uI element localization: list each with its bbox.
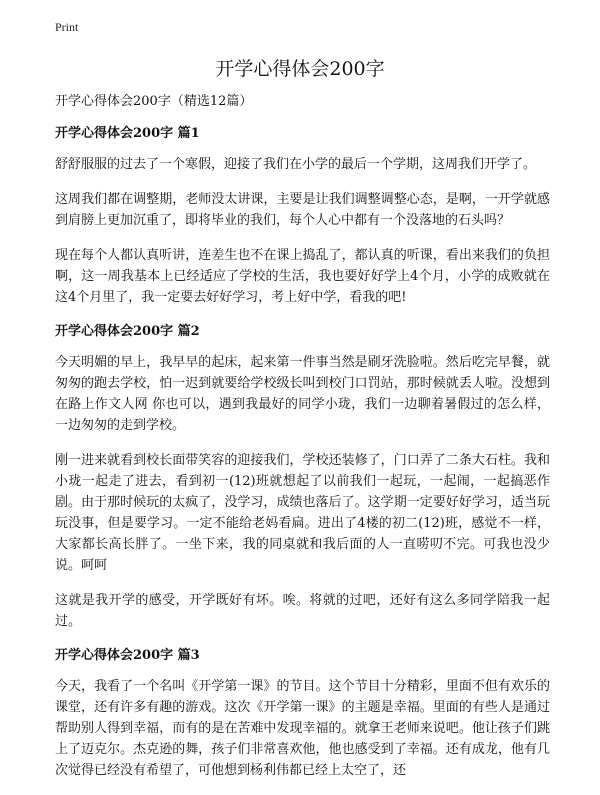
section-heading: 开学心得体会200字 篇1 — [55, 126, 200, 141]
paragraph: 舒舒服服的过去了一个寒假，迎接了我们在小学的最后一个学期，这周我们开学了。 — [55, 157, 537, 172]
paragraph: 今天，我看了一个名叫《开学第一课》的节目。这个节目十分精彩，里面不但有欢乐的课堂，还有许多有趣的游戏。这次《开学第一课》的主题是幸福。里面的有些人是通过帮助别人得到幸福，而有的是在苦难中发现幸福的。就拿王老师来说吧。他让孩子们跳上了迈克尔。杰克逊的舞，孩子们非常喜欢他，他也感受到了幸福。还有成龙，他有几次觉得已经没有希望了，可他想到杨利伟都已经上太空了，还 — [55, 679, 550, 778]
paragraph: 今天明媚的早上，我早早的起床，起来第一件事当然是刷牙洗脸啦。然后吃完早餐，就匆匆的跑去学校，怕一迟到就要给学校级长叫到校门口罚站，那时候就丢人啦。没想到在路上作文人网 你也可以，遇到我最好的同学小珑，我们一边聊着暑假过的怎么样，一边匆匆的走到学校。 — [55, 355, 550, 433]
paragraph: 这就是我开学的感受，开学既好有坏。唉。将就的过吧，还好有这么多同学陪我一起过。 — [55, 593, 550, 629]
section-heading: 开学心得体会200字 篇3 — [55, 648, 200, 663]
document-subtitle: 开学心得体会200字（精选12篇） — [55, 94, 253, 109]
section-2 — [55, 322, 550, 632]
print-link[interactable]: Print — [55, 20, 79, 34]
section-1 — [55, 124, 550, 308]
document-body — [55, 92, 550, 795]
section-heading: 开学心得体会200字 篇2 — [55, 324, 200, 339]
paragraph: 这周我们都在调整期，老师没太讲课，主要是让我们调整调整心态，是啊，一开学就感到肩膀上更加沉重了，即将毕业的我们，每个人心中都有一个没落地的石头吗？ — [55, 192, 550, 228]
document-title: 开学心得体会200字 — [215, 58, 385, 80]
paragraph: 刚一进来就看到校长面带笑容的迎接我们，学校还装修了，门口弄了二条大石柱。我和小珑一起走了进去，看到初一(12)班就想起了以前我们一起玩，一起闹，一起搞恶作剧。由于那时候玩的太疯了，没学习，成绩也落后了。这学期一定要好好学习，适当玩玩没事，但是要学习。一定不能给老妈看扁。进出了4楼的初二(12)班，感觉不一样，大家都长高长胖了。一坐下来，我的同桌就和我后面的人一直唠叨不完。可我也没少说。呵呵 — [55, 453, 550, 573]
section-3 — [55, 646, 550, 781]
paragraph: 现在每个人都认真听讲，连差生也不在课上捣乱了，都认真的听课，看出来我们的负担啊，这一周我基本上已经适应了学校的生活，我也要好好学上4个月，小学的成败就在这4个月里了，我一定要去好好学习，考上好中学，看我的吧! — [55, 248, 550, 305]
